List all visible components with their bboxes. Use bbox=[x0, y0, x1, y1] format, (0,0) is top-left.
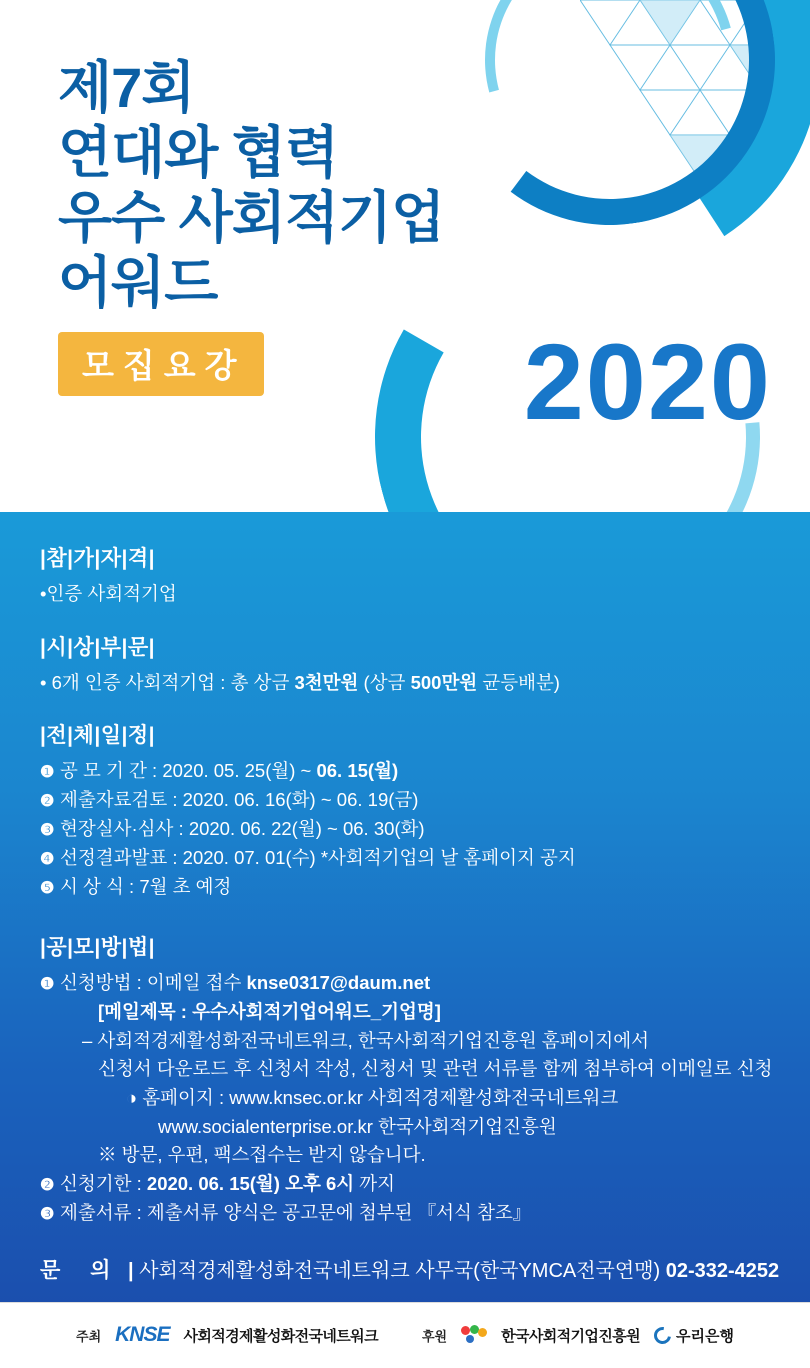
schedule-row-label: 현장실사·심사 bbox=[60, 817, 174, 839]
schedule-row-number: ❺ bbox=[40, 879, 55, 897]
schedule-row-sep: : bbox=[146, 760, 163, 782]
schedule-row-bold: 06. 15(월) bbox=[316, 760, 399, 782]
poster-body bbox=[0, 512, 810, 1302]
sponsor-1-name: 한국사회적기업진흥원 bbox=[501, 1327, 640, 1345]
application-homepage-2: www.socialenterprise.or.kr 한국사회적기업진흥원 bbox=[158, 1115, 557, 1137]
awards-text-1: 6개 인증 사회적기업 : 총 상금 bbox=[51, 671, 295, 693]
application-no-offline-note: ※ 방문, 우편, 팩스접수는 받지 않습니다. bbox=[98, 1144, 426, 1166]
woori-mark-icon bbox=[651, 1323, 675, 1347]
poster-footer bbox=[0, 1302, 810, 1368]
kosea-dots-icon bbox=[461, 1325, 487, 1345]
schedule-row-text: 2020. 06. 22(월) ~ 06. 30(화) bbox=[188, 817, 425, 839]
title-line-1: 제7회 bbox=[58, 56, 195, 119]
schedule-row bbox=[40, 757, 770, 786]
application-method-label: 신청방법 : 이메일 접수 bbox=[60, 972, 247, 994]
schedule-row bbox=[40, 815, 770, 844]
year-label: 2020 bbox=[523, 321, 772, 442]
application-deadline-value: 2020. 06. 15(월) 오후 6시 bbox=[146, 1173, 355, 1195]
application-mail-subject: [메일제목 : 우수사회적기업어워드_기업명] bbox=[98, 1001, 441, 1023]
schedule-row-text: 2020. 07. 01(수) *사회적기업의 날 홈페이지 공지 bbox=[182, 846, 576, 868]
schedule-row bbox=[40, 844, 770, 873]
title-line-4: 어워드 bbox=[58, 250, 218, 314]
schedule-row-sep: : bbox=[167, 789, 183, 811]
host-label: 주최 bbox=[76, 1328, 102, 1344]
application-email: knse0317@daum.net bbox=[246, 972, 431, 994]
schedule-row-sep: : bbox=[173, 817, 189, 839]
title-line-2: 연대와 협력 bbox=[58, 120, 339, 184]
footer-divider bbox=[0, 1302, 810, 1303]
woori-bank-logo bbox=[654, 1325, 734, 1346]
application-line-number: ❸ bbox=[40, 1205, 55, 1223]
awards-text-3: 균등배분) bbox=[477, 671, 560, 693]
host-organization-name: 사회적경제활성화전국네트워크 bbox=[183, 1327, 378, 1345]
awards-text-2: (상금 bbox=[358, 671, 411, 693]
schedule-row-number: ❶ bbox=[40, 764, 55, 782]
application-documents-line bbox=[40, 1199, 770, 1228]
sponsor-2-name: 우리은행 bbox=[676, 1327, 734, 1345]
awards-item: • 6개 인증 사회적기업 : 총 상금 3천만원 (상금 500만원 균등배분) bbox=[40, 671, 560, 693]
application-download-note-2: 신청서 다운로드 후 신청서 작성, 신청서 및 관련 서류를 함께 첨부하여 이메일로 신청 bbox=[98, 1058, 773, 1080]
knse-logo: KNSE bbox=[115, 1323, 170, 1346]
application-line-number: ❶ bbox=[40, 976, 55, 994]
schedule-row bbox=[40, 786, 770, 815]
title-line-3: 우수 사회적기업 bbox=[58, 185, 445, 249]
schedule-row-number: ❷ bbox=[40, 793, 55, 811]
poster-header bbox=[0, 0, 810, 512]
sponsor-label: 후원 bbox=[421, 1328, 448, 1344]
application-homepage-1: ◑ 홈페이지 : www.knsec.or.kr 사회적경제활성화전국네트워크 bbox=[126, 1087, 619, 1109]
schedule-row-label: 제출자료검토 bbox=[60, 789, 168, 811]
schedule-row-label: 공 모 기 간 bbox=[60, 760, 147, 782]
section-heading-schedule: |전|체|일|정| bbox=[40, 724, 156, 748]
schedule-row-label: 선정결과발표 bbox=[60, 846, 168, 868]
section-heading-eligibility: |참|가|자|격| bbox=[40, 547, 156, 570]
application-deadline-tail: 까지 bbox=[354, 1173, 396, 1195]
application-line-number: ❷ bbox=[40, 1177, 55, 1195]
application-documents-text: 제출서류 : 제출서류 양식은 공고문에 첨부된 『서식 참조』 bbox=[60, 1201, 532, 1223]
awards-total-prize: 3천만원 bbox=[294, 671, 359, 693]
contact-row bbox=[40, 1254, 780, 1284]
schedule-row-number: ❸ bbox=[40, 821, 55, 839]
contact-organization: 사회적경제활성화전국네트워크 사무국(한국YMCA전국연맹) bbox=[139, 1259, 666, 1282]
application-deadline-label: 신청기한 : bbox=[60, 1173, 147, 1195]
section-heading-awards: |시|상|부|문| bbox=[40, 635, 156, 659]
recruitment-guide-badge: 모집요강 bbox=[58, 332, 264, 396]
section-heading-application: |공|모|방|법| bbox=[40, 936, 156, 960]
title-block bbox=[58, 56, 444, 396]
application-download-note-1: – 사회적경제활성화전국네트워크, 한국사회적기업진흥원 홈페이지에서 bbox=[82, 1029, 649, 1051]
eligibility-item: • 인증 사회적기업 bbox=[40, 580, 770, 609]
schedule-row-text: 7월 초 예정 bbox=[139, 875, 232, 897]
application-method-line bbox=[40, 969, 770, 998]
contact-phone: 02-332-4252 bbox=[665, 1259, 780, 1282]
schedule-row bbox=[40, 873, 770, 902]
schedule-row-sep: : bbox=[123, 875, 140, 897]
contact-divider: | bbox=[127, 1259, 134, 1282]
schedule-row-number: ❹ bbox=[40, 850, 55, 868]
application-deadline-line bbox=[40, 1170, 770, 1199]
awards-each-prize: 500만원 bbox=[410, 671, 478, 693]
contact-label: 문 의 bbox=[40, 1258, 123, 1282]
schedule-row-text: 2020. 06. 16(화) ~ 06. 19(금) bbox=[182, 789, 419, 811]
schedule-row-sep: : bbox=[167, 846, 183, 868]
schedule-row-label: 시 상 식 bbox=[60, 875, 124, 897]
schedule-row-text: 2020. 05. 25(월) ~ bbox=[162, 760, 317, 782]
